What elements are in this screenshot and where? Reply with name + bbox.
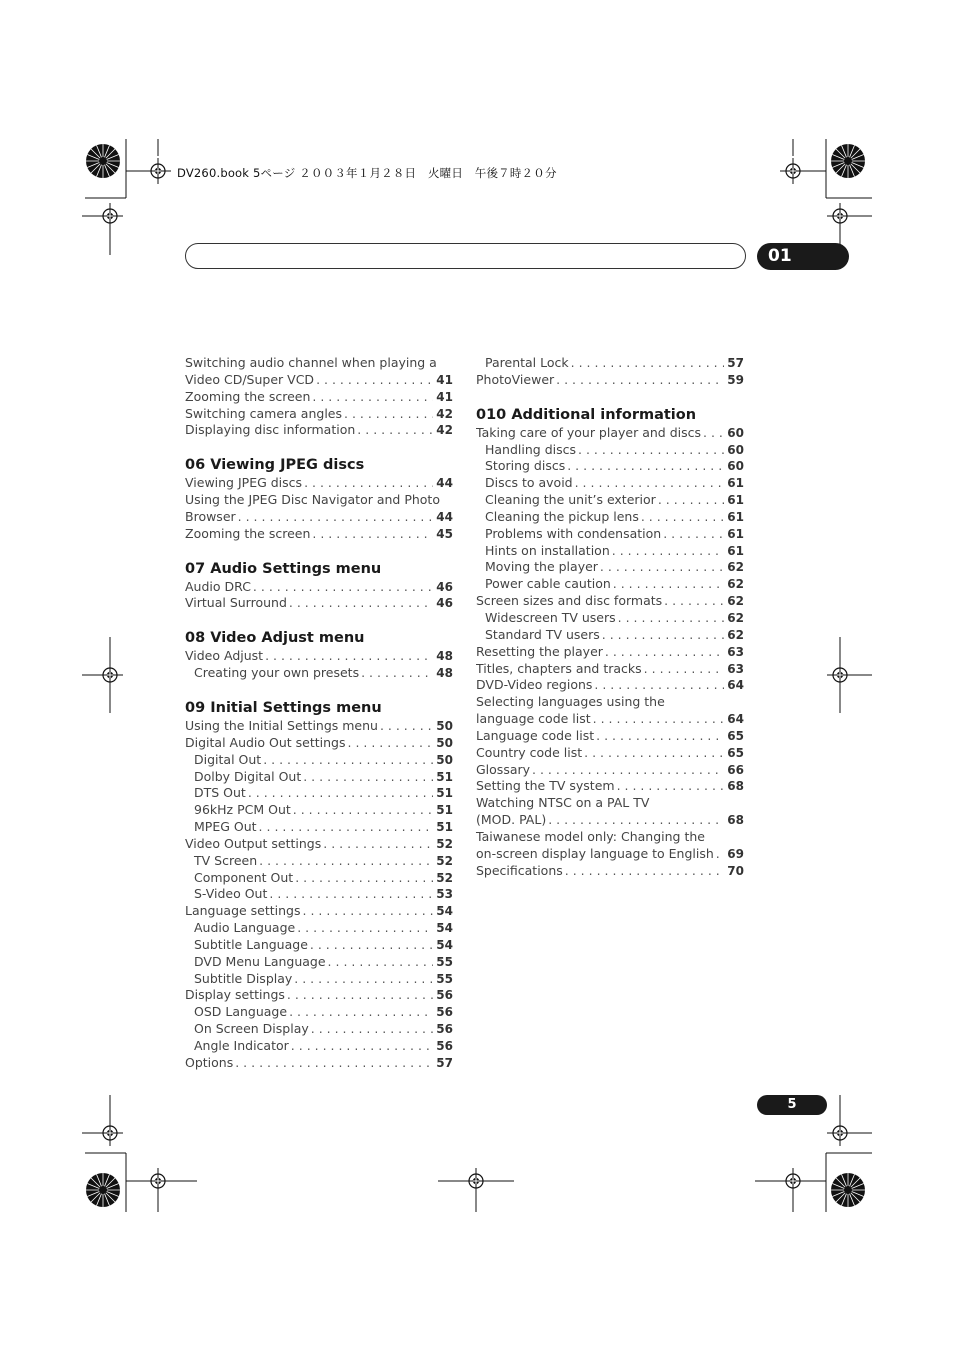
- toc-entry-page: 56: [436, 988, 453, 1003]
- toc-entry-title: Power cable caution: [485, 576, 611, 592]
- dot-leader: [575, 475, 725, 492]
- toc-entry[interactable]: [185, 648, 453, 665]
- toc-entry-text-line: Switching audio channel when playing a: [185, 355, 437, 370]
- toc-entry-page: 44: [436, 476, 453, 491]
- dot-leader: [259, 853, 433, 870]
- dot-leader: [328, 954, 434, 971]
- toc-entry[interactable]: [476, 372, 744, 389]
- toc-entry-page: 65: [727, 728, 744, 743]
- toc-entry-title: Component Out: [194, 869, 294, 885]
- dot-leader: [618, 610, 725, 627]
- toc-entry[interactable]: [476, 728, 744, 745]
- dot-leader: [287, 987, 433, 1004]
- dot-leader: [594, 677, 724, 694]
- toc-entry-page: 62: [727, 610, 744, 625]
- toc-entry-page: 55: [436, 971, 453, 986]
- dot-leader: [312, 389, 433, 406]
- dot-leader: [269, 886, 433, 903]
- dot-leader: [617, 778, 725, 795]
- toc-entry[interactable]: [476, 355, 744, 372]
- toc-entry[interactable]: [185, 595, 453, 612]
- dot-leader: [644, 661, 725, 678]
- dot-leader: [235, 1055, 433, 1072]
- toc-entry[interactable]: [185, 971, 453, 988]
- dot-leader: [612, 543, 725, 560]
- toc-entry-title: Digital Out: [194, 751, 262, 767]
- toc-entry[interactable]: [476, 593, 744, 610]
- toc-entry[interactable]: [185, 372, 453, 389]
- dot-leader: [602, 627, 725, 644]
- dot-leader: [605, 644, 724, 661]
- section-title: 06 Viewing JPEG discs: [185, 457, 365, 474]
- toc-entry-page: 59: [727, 372, 744, 387]
- toc-entry-page: 56: [436, 1039, 453, 1053]
- dot-leader: [664, 593, 724, 610]
- toc-entry-title: Resetting the player: [476, 643, 603, 659]
- toc-entry-page: 52: [436, 836, 453, 851]
- toc-entry-page: 63: [727, 661, 744, 676]
- dot-leader: [323, 836, 433, 853]
- toc-entry-text-line: Selecting languages using the: [476, 694, 665, 710]
- toc-entry[interactable]: [476, 425, 744, 442]
- toc-entry-page: 57: [727, 356, 744, 370]
- toc-entry-title: Cleaning the pickup lens: [485, 508, 639, 524]
- toc-entry[interactable]: [185, 752, 453, 769]
- toc-entry-title: TV Screen: [194, 852, 258, 868]
- dot-leader: [289, 1004, 433, 1021]
- toc-entry[interactable]: [476, 610, 744, 627]
- dot-leader: [253, 579, 433, 596]
- toc-entry[interactable]: [185, 853, 453, 870]
- toc-entry-page: 44: [436, 509, 453, 524]
- toc-entry[interactable]: [185, 406, 453, 423]
- dot-leader: [361, 665, 433, 682]
- toc-entry[interactable]: [476, 627, 744, 644]
- file-info-header: DV260.book 5ページ ２００３年１月２８日 火曜日 午後７時２０分: [177, 166, 557, 180]
- toc-entry-text-line: Watching NTSC on a PAL TV: [476, 795, 650, 811]
- section-title: 010 Additional information: [476, 406, 697, 423]
- dot-leader: [584, 745, 724, 762]
- toc-entry-title: Widescreen TV users: [485, 609, 616, 625]
- toc-entry[interactable]: [476, 458, 744, 475]
- dot-leader: [357, 422, 433, 439]
- dot-leader: [344, 406, 433, 423]
- toc-entry-page: 60: [727, 442, 744, 457]
- dot-leader: [265, 648, 433, 665]
- toc-entry-title: Video CD/Super VCD: [185, 371, 315, 387]
- dot-leader: [613, 576, 725, 593]
- toc-entry[interactable]: [476, 778, 744, 795]
- toc-entry-page: 65: [727, 745, 744, 760]
- dot-leader: [248, 785, 433, 802]
- toc-entry-title: OSD Language: [194, 1004, 288, 1020]
- toc-entry-title: DVD Menu Language: [194, 953, 326, 969]
- toc-entry[interactable]: [185, 735, 453, 752]
- toc-entry-title: Switching camera angles: [185, 405, 342, 421]
- toc-entry-page: 63: [727, 644, 744, 659]
- toc-entry[interactable]: [476, 812, 744, 829]
- toc-entry[interactable]: [185, 870, 453, 887]
- toc-entry-page: 51: [436, 820, 453, 835]
- toc-entry-page: 42: [436, 423, 453, 438]
- toc-entry-title: (MOD. PAL): [476, 812, 547, 828]
- toc-entry-title: Moving the player: [485, 559, 598, 575]
- toc-entry-page: 50: [436, 735, 453, 750]
- toc-entry-title: Handling discs: [485, 441, 576, 457]
- toc-entry-page: 52: [436, 853, 453, 868]
- toc-entry-title: DTS Out: [194, 785, 246, 801]
- dot-leader: [303, 769, 433, 786]
- toc-entry[interactable]: [476, 559, 744, 576]
- dot-leader: [238, 509, 434, 526]
- toc-entry-title: Problems with condensation: [485, 525, 662, 541]
- toc-entry-page: 52: [436, 870, 453, 885]
- toc-entry-page: 56: [436, 1022, 453, 1037]
- toc-entry-page: 41: [436, 389, 453, 404]
- toc-entry-title: Displaying disc information: [185, 422, 356, 438]
- toc-entry-page: 62: [727, 577, 744, 592]
- section-title: 07 Audio Settings menu: [185, 560, 382, 577]
- dot-leader: [641, 509, 724, 526]
- toc-entry[interactable]: [185, 1004, 453, 1021]
- toc-entry-page: 46: [436, 596, 453, 611]
- toc-entry[interactable]: [185, 886, 453, 903]
- toc-entry[interactable]: [185, 665, 453, 682]
- section-title: 09 Initial Settings menu: [185, 699, 382, 716]
- toc-entry[interactable]: [476, 475, 744, 492]
- toc-entry[interactable]: [185, 1021, 453, 1038]
- toc-entry-title: Language code list: [476, 727, 595, 743]
- toc-entry-title: Cleaning the unit’s exterior: [485, 492, 656, 508]
- toc-entry-title: Language settings: [185, 903, 301, 919]
- dot-leader: [663, 526, 724, 543]
- dot-leader: [293, 802, 434, 819]
- toc-entry-title: Digital Audio Out settings: [185, 734, 346, 750]
- toc-entry-page: 45: [436, 526, 453, 541]
- toc-entry[interactable]: [185, 987, 453, 1004]
- toc-entry-title: Browser: [185, 508, 236, 524]
- dot-leader: [532, 762, 724, 779]
- toc-entry-page: 61: [727, 543, 744, 558]
- toc-left-column: [185, 355, 453, 1072]
- toc-entry[interactable]: [185, 1038, 453, 1055]
- toc-entry[interactable]: [476, 846, 744, 863]
- toc-entry-title: Audio Language: [194, 920, 296, 936]
- toc-right-column: [476, 355, 744, 879]
- toc-entry[interactable]: [185, 903, 453, 920]
- dot-leader: [596, 728, 724, 745]
- dot-leader: [263, 752, 433, 769]
- toc-entry[interactable]: [185, 422, 453, 439]
- dot-leader: [310, 937, 433, 954]
- toc-entry[interactable]: [185, 802, 453, 819]
- chapter-number-tab: 01: [757, 243, 849, 270]
- dot-leader: [289, 595, 433, 612]
- toc-entry-page: 51: [436, 786, 453, 801]
- dot-leader: [304, 475, 433, 492]
- toc-entry[interactable]: [185, 769, 453, 786]
- page-number: 5: [757, 1095, 827, 1115]
- dot-leader: [600, 559, 724, 576]
- toc-entry-title: Video Adjust: [185, 648, 264, 664]
- dot-leader: [348, 735, 434, 752]
- toc-entry-title: Titles, chapters and tracks: [476, 660, 642, 676]
- toc-entry-page: 51: [436, 803, 453, 818]
- toc-entry-title: Subtitle Display: [194, 970, 293, 986]
- toc-entry-title: Specifications: [476, 862, 563, 878]
- toc-entry-page: 70: [727, 863, 744, 878]
- toc-entry-page: 48: [436, 649, 453, 664]
- toc-entry-page: 62: [727, 560, 744, 575]
- toc-entry-page: 69: [727, 846, 744, 861]
- toc-entry[interactable]: [476, 762, 744, 779]
- toc-entry[interactable]: [185, 526, 453, 543]
- toc-entry-page: 60: [727, 459, 744, 474]
- toc-entry-page: 64: [727, 678, 744, 693]
- toc-entry-title: Options: [185, 1054, 234, 1070]
- toc-entry-page: 46: [436, 579, 453, 594]
- toc-entry-title: on-screen display language to English: [476, 845, 714, 861]
- toc-entry-title: Setting the TV system: [476, 778, 615, 794]
- toc-entry-title: Hints on installation: [485, 542, 610, 558]
- toc-entry[interactable]: [185, 475, 453, 492]
- toc-entry-page: 48: [436, 666, 453, 681]
- toc-entry[interactable]: [185, 785, 453, 802]
- toc-entry-page: 54: [436, 937, 453, 952]
- toc-entry-page: 55: [436, 954, 453, 969]
- toc-entry-title: Using the Initial Settings menu: [185, 717, 378, 733]
- dot-leader: [548, 812, 724, 829]
- dot-leader: [380, 718, 433, 735]
- toc-entry-page: 62: [727, 627, 744, 642]
- toc-entry-page: 53: [436, 887, 453, 902]
- toc-entry[interactable]: [476, 442, 744, 459]
- toc-entry-page: 42: [436, 406, 453, 421]
- toc-entry[interactable]: [476, 509, 744, 526]
- chapter-header-bar: [185, 243, 746, 269]
- toc-entry-title: Zooming the screen: [185, 388, 311, 404]
- toc-entry-page: 50: [436, 752, 453, 767]
- toc-entry[interactable]: [476, 661, 744, 678]
- toc-entry-title: Country code list: [476, 744, 583, 760]
- toc-entry-page: 61: [727, 476, 744, 491]
- toc-entry[interactable]: [476, 526, 744, 543]
- dot-leader: [658, 492, 724, 509]
- toc-entry-title: Viewing JPEG discs: [185, 475, 303, 491]
- dot-leader: [311, 1021, 434, 1038]
- toc-entry-title: Glossary: [476, 761, 531, 777]
- toc-entry-page: 54: [436, 921, 453, 936]
- toc-entry-page: 51: [436, 769, 453, 784]
- toc-entry-title: DVD-Video regions: [476, 677, 593, 693]
- toc-entry-page: 66: [727, 762, 744, 777]
- toc-entry-page: 61: [727, 509, 744, 524]
- toc-entry[interactable]: [476, 543, 744, 560]
- toc-entry-page: 61: [727, 493, 744, 508]
- toc-entry[interactable]: [476, 863, 744, 880]
- toc-entry-title: Screen sizes and disc formats: [476, 593, 663, 609]
- toc-entry[interactable]: [185, 1055, 453, 1072]
- dot-leader: [556, 372, 724, 389]
- toc-entry-title: Storing discs: [485, 458, 566, 474]
- toc-entry-title: Creating your own presets: [194, 665, 360, 681]
- toc-entry[interactable]: [476, 677, 744, 694]
- toc-entry[interactable]: [185, 718, 453, 735]
- dot-leader: [565, 863, 725, 880]
- toc-entry-page: 57: [436, 1055, 453, 1070]
- toc-entry[interactable]: [476, 644, 744, 661]
- toc-entry-title: language code list: [476, 711, 591, 727]
- toc-entry-page: 62: [727, 594, 744, 609]
- toc-entry[interactable]: [185, 509, 453, 526]
- toc-entry-title: MPEG Out: [194, 819, 257, 835]
- toc-entry-page: 68: [727, 813, 744, 828]
- dot-leader: [259, 819, 434, 836]
- dot-leader: [716, 846, 725, 863]
- toc-entry[interactable]: [476, 492, 744, 509]
- toc-entry-title: Display settings: [185, 987, 285, 1003]
- dot-leader: [303, 903, 434, 920]
- section-title: 08 Video Adjust menu: [185, 630, 365, 647]
- dot-leader: [578, 442, 724, 459]
- dot-leader: [297, 920, 433, 937]
- toc-entry-text-line: Using the JPEG Disc Navigator and Photo: [185, 492, 440, 508]
- dot-leader: [593, 711, 725, 728]
- toc-entry-page: 41: [436, 372, 453, 387]
- toc-entry-title: Dolby Digital Out: [194, 768, 302, 784]
- toc-entry-page: 54: [436, 904, 453, 919]
- toc-entry-title: Taking care of your player and discs: [476, 424, 701, 440]
- dot-leader: [312, 526, 433, 543]
- toc-entry-page: 68: [727, 779, 744, 794]
- dot-leader: [295, 870, 433, 887]
- toc-entry-title: On Screen Display: [194, 1021, 309, 1037]
- toc-entry-title: Subtitle Language: [194, 936, 308, 952]
- dot-leader: [703, 425, 724, 442]
- toc-entry-title: Virtual Surround: [185, 595, 287, 611]
- toc-entry-title: Discs to avoid: [485, 475, 573, 491]
- toc-entry-title: Zooming the screen: [185, 525, 311, 541]
- toc-entry-page: 60: [727, 425, 744, 440]
- toc-entry[interactable]: [185, 920, 453, 937]
- toc-entry[interactable]: [476, 576, 744, 593]
- toc-entry[interactable]: [185, 937, 453, 954]
- toc-entry[interactable]: [476, 711, 744, 728]
- toc-entry-title: Parental Lock: [485, 355, 569, 370]
- toc-entry-text-line: Taiwanese model only: Changing the: [476, 828, 705, 844]
- toc-entry-title: 96kHz PCM Out: [194, 802, 291, 818]
- toc-entry-title: S-Video Out: [194, 886, 268, 902]
- toc-entry-title: Standard TV users: [485, 626, 600, 642]
- toc-entry-page: 61: [727, 526, 744, 541]
- dot-leader: [571, 355, 725, 372]
- toc-entry-page: 64: [727, 712, 744, 727]
- toc-entry-title: Video Output settings: [185, 835, 322, 851]
- toc-entry[interactable]: [476, 745, 744, 762]
- toc-entry-title: Angle Indicator: [194, 1038, 289, 1053]
- toc-entry-page: 56: [436, 1005, 453, 1020]
- toc-entry-title: Audio DRC: [185, 578, 251, 594]
- toc-entry[interactable]: [185, 579, 453, 596]
- toc-entry[interactable]: [185, 819, 453, 836]
- toc-entry[interactable]: [185, 836, 453, 853]
- toc-entry[interactable]: [185, 954, 453, 971]
- dot-leader: [294, 971, 433, 988]
- toc-entry-title: PhotoViewer: [476, 371, 555, 387]
- toc-entry[interactable]: [185, 389, 453, 406]
- toc-entry-page: 50: [436, 718, 453, 733]
- dot-leader: [567, 458, 724, 475]
- dot-leader: [316, 372, 433, 389]
- dot-leader: [291, 1038, 434, 1055]
